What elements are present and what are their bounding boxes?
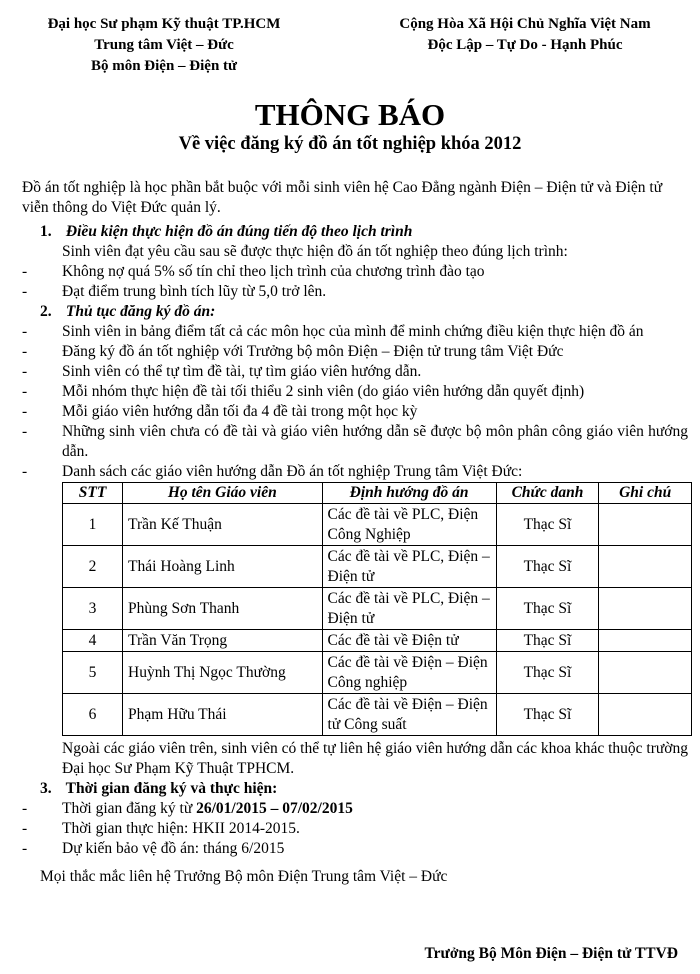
cell-note — [599, 694, 692, 736]
section-3-heading — [22, 779, 688, 799]
cell-direction: Các đề tài về PLC, Điện – Điện tử — [322, 546, 496, 588]
column-header-direction: Định hướng đồ án — [322, 483, 496, 504]
section-1-lead: Sinh viên đạt yêu cầu sau sẽ được thực hiện đồ án tốt nghiệp theo đúng lịch trình: — [62, 243, 568, 260]
advisor-table — [62, 482, 692, 736]
cell-direction: Các đề tài về Điện tử — [322, 630, 496, 652]
cell-direction: Các đề tài về Điện – Điện tử Công suất — [322, 694, 496, 736]
contact-line: Mọi thắc mắc liên hệ Trưởng Bộ môn Điện Trung tâm Việt – Đức — [40, 868, 448, 885]
section-2-after: Ngoài các giáo viên trên, sinh viên có thể tự liên hệ giáo viên hướng dẫn các khoa khác thuộc trường Đại học Sư Phạm Kỹ Thuật TPHCM. — [62, 740, 688, 777]
list-item: - Sinh viên in bảng điểm tất cả các môn học của mình để minh chứng điều kiện thực hiện đồ án — [22, 323, 644, 340]
cell-stt: 3 — [63, 588, 123, 630]
cell-stt: 5 — [63, 652, 123, 694]
cell-title: Thạc Sĩ — [496, 694, 599, 736]
document-subtitle: Về việc đăng ký đồ án tốt nghiệp khóa 2012 — [178, 134, 522, 154]
intro-paragraph: Đồ án tốt nghiệp là học phần bắt buộc với mỗi sinh viên hệ Cao Đẳng ngành Điện – Điện tử và Điện tử viễn thông do Việt Đức quản lý. — [22, 179, 663, 216]
cell-note — [599, 630, 692, 652]
section-2-title: Thủ tục đăng ký đồ án: — [65, 303, 216, 320]
header-center: Trung tâm Việt – Đức — [94, 37, 234, 53]
list-item: - Danh sách các giáo viên hướng dẫn Đồ án tốt nghiệp Trung tâm Việt Đức: — [22, 463, 523, 480]
table-row — [63, 652, 692, 694]
cell-title: Thạc Sĩ — [496, 588, 599, 630]
cell-name: Huỳnh Thị Ngọc Thường — [123, 652, 322, 694]
cell-note — [599, 652, 692, 694]
cell-name: Thái Hoàng Linh — [123, 546, 322, 588]
cell-title: Thạc Sĩ — [496, 652, 599, 694]
list-item: - Thời gian thực hiện: HKII 2014-2015. — [22, 820, 300, 837]
cell-stt: 4 — [63, 630, 123, 652]
list-item: - Mỗi giáo viên hướng dẫn tối đa 4 đề tài trong một học kỳ — [22, 403, 418, 420]
header-university: Đại học Sư phạm Kỹ thuật TP.HCM — [47, 16, 281, 32]
cell-name: Trần Văn Trọng — [123, 630, 322, 652]
list-item: - Đạt điểm trung bình tích lũy từ 5,0 trở lên. — [22, 283, 327, 300]
cell-stt: 1 — [63, 504, 123, 546]
list-item: - Dự kiến bảo vệ đồ án: tháng 6/2015 — [22, 840, 285, 857]
cell-direction: Các đề tài về PLC, Điện – Điện tử — [322, 588, 496, 630]
list-item: - Đăng ký đồ án tốt nghiệp với Trưởng bộ môn Điện – Điện tử trung tâm Việt Đức — [22, 343, 564, 360]
header-institution — [14, 14, 314, 77]
section-1-heading — [22, 222, 688, 242]
cell-note — [599, 504, 692, 546]
cell-direction: Các đề tài về PLC, Điện Công Nghiệp — [322, 504, 496, 546]
column-header-stt: STT — [63, 483, 123, 504]
cell-title: Thạc Sĩ — [496, 504, 599, 546]
table-row — [63, 588, 692, 630]
header-department: Bộ môn Điện – Điện tử — [90, 58, 238, 74]
section-3-title: Thời gian đăng ký và thực hiện: — [65, 780, 278, 797]
table-row — [63, 504, 692, 546]
list-item: - Thời gian đăng ký từ 26/01/2015 – 07/02/2015 — [22, 800, 353, 817]
table-row — [63, 694, 692, 736]
cell-note — [599, 588, 692, 630]
list-item: - Những sinh viên chưa có đề tài và giáo viên hướng dẫn sẽ được bộ môn phân công giáo viên hướng dẫn. — [22, 423, 688, 460]
column-header-title: Chức danh — [496, 483, 599, 504]
column-header-name: Họ tên Giáo viên — [123, 483, 322, 504]
list-item: - Mỗi nhóm thực hiện đề tài tối thiểu 2 sinh viên (do giáo viên hướng dẫn quyết định) — [22, 383, 585, 400]
section-1-number: 1. — [40, 223, 52, 240]
section-2-number: 2. — [40, 303, 52, 320]
cell-note — [599, 546, 692, 588]
cell-stt: 6 — [63, 694, 123, 736]
table-row — [63, 630, 692, 652]
header-country: Cộng Hòa Xã Hội Chủ Nghĩa Việt Nam — [399, 16, 651, 32]
cell-stt: 2 — [63, 546, 123, 588]
cell-name: Phạm Hữu Thái — [123, 694, 322, 736]
table-header-row — [63, 483, 692, 504]
signature-title: Trưởng Bộ Môn Điện – Điện tử TTVĐ — [424, 945, 678, 962]
header-national-motto — [360, 14, 690, 56]
table-row — [63, 546, 692, 588]
list-item: - Sinh viên có thể tự tìm đề tài, tự tìm giáo viên hướng dẫn. — [22, 363, 422, 380]
cell-name: Trần Kế Thuận — [123, 504, 322, 546]
section-2-heading — [22, 302, 688, 322]
cell-title: Thạc Sĩ — [496, 546, 599, 588]
section-1-title: Điều kiện thực hiện đồ án đúng tiến độ theo lịch trình — [65, 223, 413, 240]
document-title: THÔNG BÁO — [254, 97, 446, 132]
registration-dates: 26/01/2015 – 07/02/2015 — [196, 800, 353, 817]
cell-direction: Các đề tài về Điện – Điện Công nghiệp — [322, 652, 496, 694]
header-motto: Độc Lập – Tự Do - Hạnh Phúc — [427, 37, 623, 53]
column-header-note: Ghi chú — [599, 483, 692, 504]
document-body — [22, 178, 688, 887]
cell-name: Phùng Sơn Thanh — [123, 588, 322, 630]
cell-title: Thạc Sĩ — [496, 630, 599, 652]
section-3-number: 3. — [40, 780, 52, 797]
list-item: - Không nợ quá 5% số tín chỉ theo lịch trình của chương trình đào tạo — [22, 263, 485, 280]
